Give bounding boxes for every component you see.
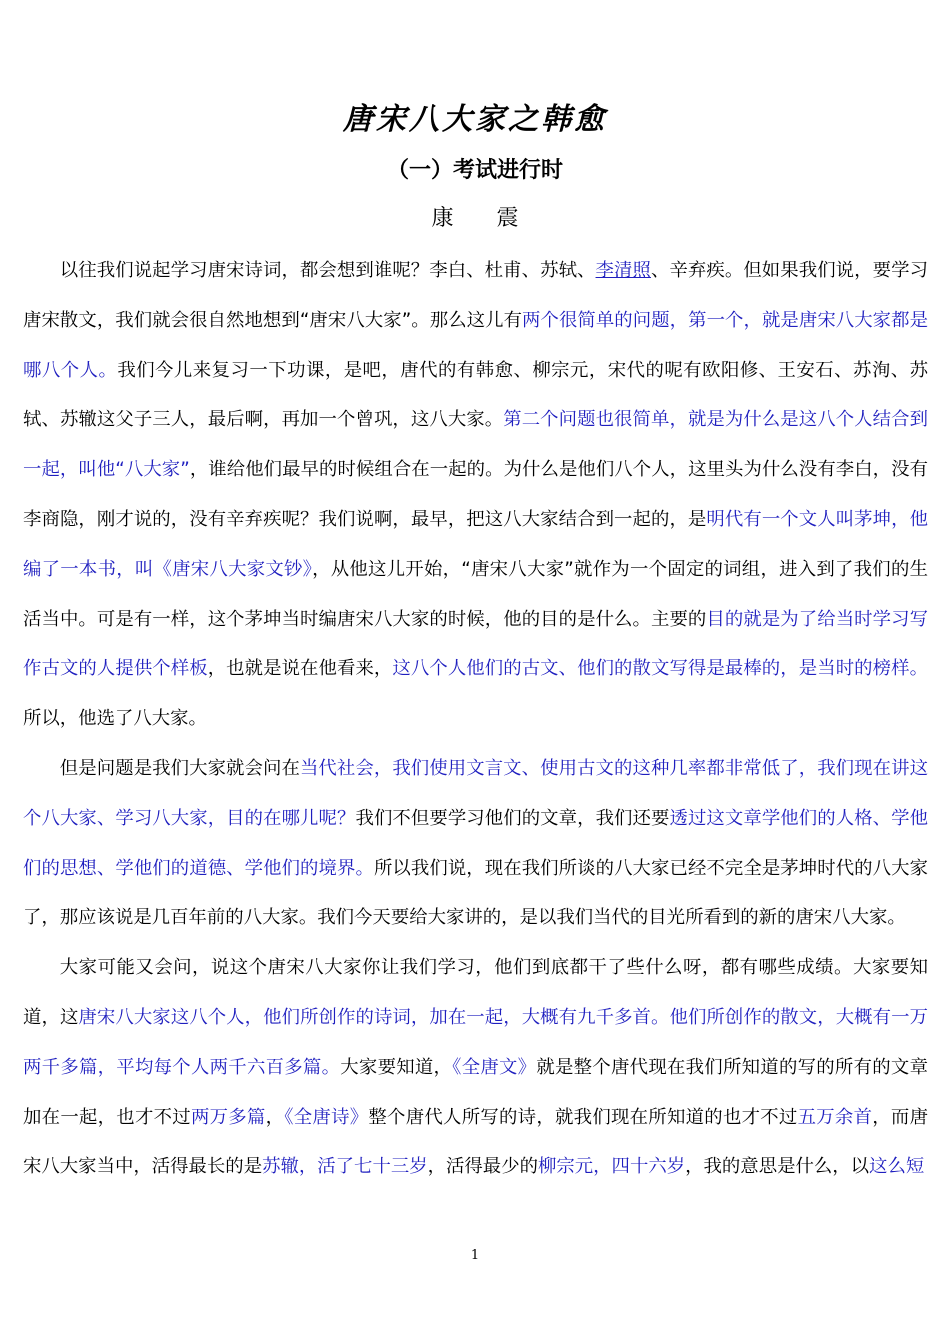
body-text: 但是问题是我们大家就会问在	[59, 757, 300, 779]
highlighted-text: 这么短	[869, 1156, 925, 1178]
highlighted-text: 苏辙，活了七十三岁	[262, 1156, 428, 1178]
body-text: 整个唐代人所写的诗，就我们现在所知道的也才不过	[368, 1106, 798, 1128]
body-text: ，从他这儿开始，“唐宋八大家”就作为一个固定的词组，进入到了我们的生活当中。可是有一样，这个茅坤当时编唐宋八大家的时候，他的目的是什么。主要的	[23, 558, 928, 630]
body-text: 以往我们说起学习唐宋诗词，都会想到谁呢？李白、杜甫、苏轼、	[59, 260, 596, 281]
paragraph-2	[23, 744, 928, 943]
hyperlink[interactable]: 李清照	[595, 260, 651, 281]
body-text: 所以，他选了八大家。	[23, 708, 207, 730]
highlighted-text: 《全唐文》	[452, 1056, 537, 1078]
body-text: 我们不但要学习他们的文章，我们还要	[355, 807, 670, 829]
body-text: ，	[265, 1106, 285, 1128]
highlighted-text: 柳宗元，四十六岁	[537, 1156, 686, 1178]
highlighted-text: 透过这文章学他们的人格、学他们的思想、学他们的道德、学他们的境界。	[23, 807, 928, 879]
body-text: 我们今儿来复习一下功课，是吧，唐代的有韩愈、柳宗元，宋代的呢有欧阳修、王安石、苏洵、苏轼、苏辙这父子三人，最后啊，再加一个曾巩，这八大家。	[23, 359, 928, 431]
body-text: 所以我们说，现在我们所谈的八大家已经不完全是茅坤时代的八大家了，那应该说是几百年前的八大家。我们今天要给大家讲的，是以我们当代的目光所看到的新的唐宋八大家。	[23, 857, 928, 929]
highlighted-text: 第二个问题也很简单，就是为什么是这八个人结合到一起，叫他“八大家”	[23, 409, 928, 481]
highlighted-text: 两个很简单的问题，第一个，就是唐宋八大家都是哪八个人。	[23, 309, 928, 381]
body-text: 、辛弃疾。但如果我们说，要学习唐宋散文，我们就会很自然地想到“唐宋八大家”。那么这儿有	[23, 260, 928, 331]
paragraph-1	[23, 246, 928, 744]
highlighted-text: 五万余首	[797, 1106, 873, 1128]
document-subtitle: （一）考试进行时	[386, 158, 563, 183]
body-text: ，谁给他们最早的时候组合在一起的。为什么是他们八个人，这里头为什么没有李白，没有李商隐，刚才说的，没有辛弃疾呢？我们说啊，最早，把这八大家结合到一起的，是	[23, 459, 928, 530]
body-text: ，而唐宋八大家当中，活得最长的是	[23, 1106, 928, 1178]
highlighted-text: 目的就是为了给当时学习写作古文的人提供个样板	[23, 608, 928, 680]
page-number: 1	[470, 1248, 480, 1263]
highlighted-text: 唐宋八大家这八个人，他们所创作的诗词，加在一起，大概有九千多首。他们所创作的散文，大概有一万两千多篇，平均每个人两千六百多篇。	[23, 1006, 928, 1078]
highlighted-text: 这八个人他们的古文、他们的散文写得是最棒的，是当时的榜样。	[392, 658, 928, 680]
document-author: 康 震	[431, 206, 537, 231]
highlighted-text: 明代有一个文人叫茅坤，他编了一本书，叫《唐宋八大家文钞》	[23, 508, 928, 580]
document-title: 唐宋八大家之韩愈	[343, 102, 607, 137]
body-text: 就是整个唐代现在我们所知道的写的所有的文章加在一起，也才不过	[23, 1056, 928, 1128]
body-text: ，也就是说在他看来，	[207, 658, 393, 680]
body-text: 大家要知道，	[340, 1056, 453, 1078]
body-text: ，活得最少的	[427, 1156, 538, 1178]
body-text: 大家可能又会问，说这个唐宋八大家你让我们学习，他们到底都干了些什么呀，都有哪些成绩。大家要知道，这	[23, 957, 928, 1028]
paragraph-3	[23, 943, 928, 1192]
highlighted-text: 《全唐诗》	[284, 1106, 369, 1128]
highlighted-text: 当代社会，我们使用文言文、使用古文的这种几率都非常低了，我们现在讲这个八大家、学习八大家，目的在哪儿呢？	[23, 757, 928, 829]
document-body	[23, 246, 928, 1192]
body-text: ，我的意思是什么，以	[685, 1156, 870, 1178]
highlighted-text: 两万多篇	[190, 1106, 266, 1128]
